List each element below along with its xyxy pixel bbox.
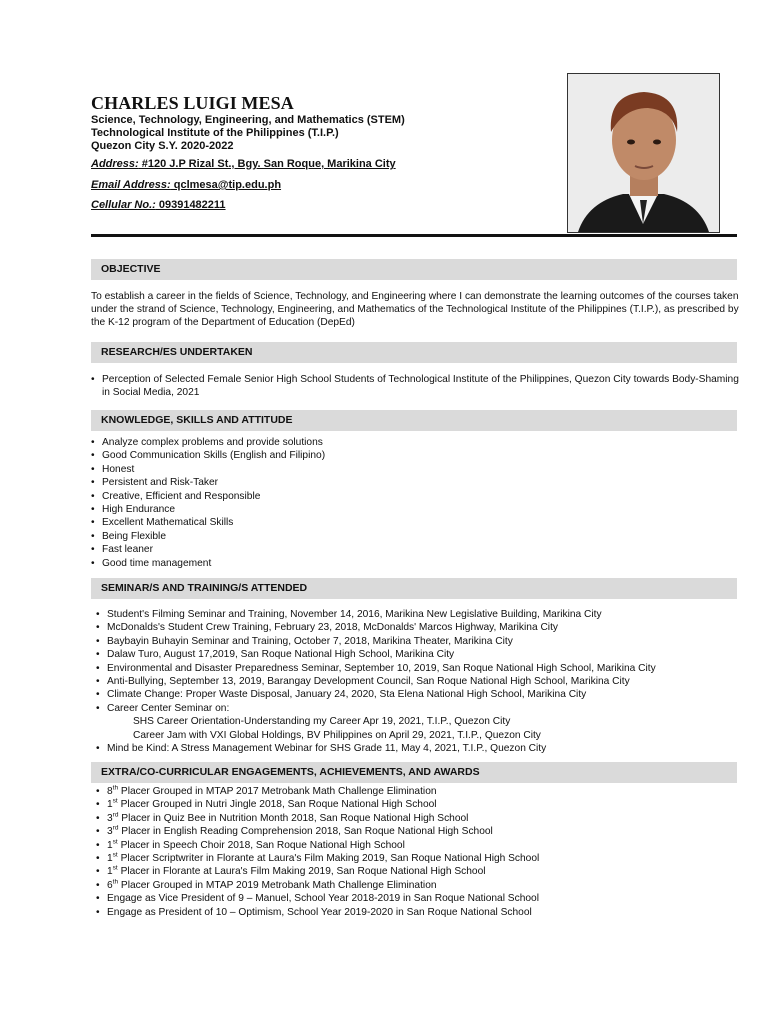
list-item: • 6th Placer Grouped in MTAP 2019 Metrobank Math Challenge Elimination [96,879,539,892]
list-item: • McDonalds's Student Crew Training, February 23, 2018, McDonalds' Marcos Highway, Marikina City [96,621,656,634]
list-item: • Student's Filming Seminar and Training, November 14, 2016, Marikina New Legislative Building, Marikina City [96,608,656,621]
list-item: • Being Flexible [91,530,325,543]
strand-line: Science, Technology, Engineering, and Mathematics (STEM) [91,114,405,126]
list-item: • Creative, Efficient and Responsible [91,490,325,503]
header-divider [91,234,737,237]
list-item: • Dalaw Turo, August 17,2019, San Roque National High School, Marikina City [96,648,656,661]
list-item: • Persistent and Risk-Taker [91,476,325,489]
list-item: • 1st Placer Scriptwriter in Florante at Laura's Film Making 2019, San Roque National High School [96,852,539,865]
cellular-value: 09391482211 [155,199,226,211]
applicant-name: CHARLES LUIGI MESA [91,93,294,113]
email-line [91,179,281,192]
school-line: Technological Institute of the Philippines (T.I.P.) [91,127,339,139]
objective-text: To establish a career in the fields of Science, Technology, and Engineering where I can demonstrate the learning outcomes of the courses taken under the strand of Science, Technology, Engineering, and Mathematics of the Technological Institute of the Philippines (T.I.P.), as prescribed by the K-12 program of the Department of Education (DepEd) [91,291,739,328]
list-item: • 3rd Placer in English Reading Comprehension 2018, San Roque National High School [96,825,539,838]
list-item: • 8th Placer Grouped in MTAP 2017 Metrobank Math Challenge Elimination [96,785,539,798]
list-item: • Baybayin Buhayin Seminar and Training, October 7, 2018, Marikina Theater, Marikina City [96,635,656,648]
list-item: • Analyze complex problems and provide solutions [91,436,325,449]
list-item: • Mind be Kind: A Stress Management Webinar for SHS Grade 11, May 4, 2021, T.I.P., Quezon City [96,742,656,755]
address-line [91,158,396,171]
seminar-list [96,608,656,755]
extra-list [96,785,539,919]
list-item: • Climate Change: Proper Waste Disposal, January 24, 2020, Sta Elena National High School, Marikina City [96,688,656,701]
cellular-line [91,199,226,212]
email-label: Email Address: [91,179,171,191]
list-item: • 3rd Placer in Quiz Bee in Nutrition Month 2018, San Roque National High School [96,812,539,825]
email-value[interactable]: qclmesa@tip.edu.ph [170,179,282,191]
list-item: • High Endurance [91,503,325,516]
cellular-label: Cellular No.: [91,199,156,211]
list-item: • Fast leaner [91,543,325,556]
list-item: • 1st Placer Grouped in Nutri Jingle 2018, San Roque National High School [96,798,539,811]
ksa-list [91,436,325,570]
list-item: • Good time management [91,557,325,570]
list-item: • Excellent Mathematical Skills [91,516,325,529]
applicant-photo [567,73,720,233]
list-item: • 1st Placer in Speech Choir 2018, San Roque National High School [96,839,539,852]
list-item: • Environmental and Disaster Preparedness Seminar, September 10, 2019, San Roque National High School, Marikina City [96,662,656,675]
section-heading-seminars: SEMINAR/S AND TRAINING/S ATTENDED [91,578,737,599]
list-item: • 1st Placer in Florante at Laura's Film Making 2019, San Roque National High School [96,865,539,878]
list-item: • Career Center Seminar on: [96,702,656,715]
list-item: • Anti-Bullying, September 13, 2019, Barangay Development Council, San Roque National High School, Marikina City [96,675,656,688]
address-label: Address: [91,158,139,170]
list-sub-item: SHS Career Orientation-Understanding my Career Apr 19, 2021, T.I.P., Quezon City [133,716,511,728]
list-item: • Honest [91,463,325,476]
section-heading-research: RESEARCH/ES UNDERTAKEN [91,342,737,363]
research-list [91,373,741,400]
list-item: • Good Communication Skills (English and Filipino) [91,449,325,462]
section-heading-extra: EXTRA/CO-CURRICULAR ENGAGEMENTS, ACHIEVEMENTS, AND AWARDS [91,762,737,783]
address-value: #120 J.P Rizal St., Bgy. San Roque, Marikina City [138,158,396,170]
list-item: • Engage as President of 10 – Optimism, School Year 2019-2020 in San Roque National School [96,906,539,919]
portrait-illustration [568,74,719,232]
section-heading-objective: OBJECTIVE [91,259,737,280]
location-sy-line: Quezon City S.Y. 2020-2022 [91,140,234,152]
list-sub-item: Career Jam with VXI Global Holdings, BV Philippines on April 29, 2021, T.I.P., Quezon City [133,729,541,741]
research-item: • Perception of Selected Female Senior High School Students of Technological Institute of the Philippines, Quezon City towards Body-Shaming in Social Media, 2021 [91,373,741,400]
list-item: • Engage as Vice President of 9 – Manuel, School Year 2018-2019 in San Roque National School [96,892,539,905]
section-heading-ksa: KNOWLEDGE, SKILLS AND ATTITUDE [91,410,737,431]
